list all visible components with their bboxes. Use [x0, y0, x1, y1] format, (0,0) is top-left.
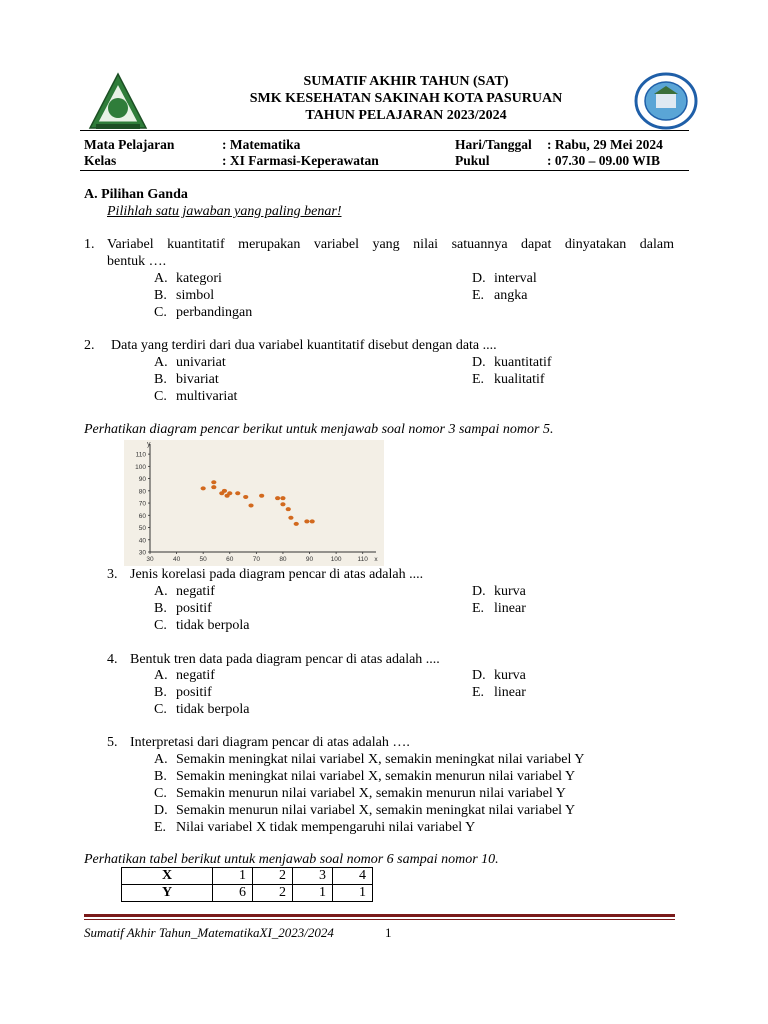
q2-option-a[interactable]: A. univariat — [154, 355, 226, 370]
x-tick-label: x — [374, 556, 378, 563]
section-title: A. Pilihan Ganda — [84, 187, 188, 202]
q1-text-line1: Variabel kuantitatif merupakan variabel yang nilai satuannya dapat dinyatakan dalam — [107, 237, 674, 252]
table-header-x: X — [122, 868, 213, 885]
q1-option-e[interactable]: E. angka — [472, 288, 528, 303]
x-tick-label: 100 — [330, 556, 342, 563]
q4-option-a[interactable]: A. negatif — [154, 668, 215, 683]
q4-option-b[interactable]: B. positif — [154, 685, 212, 700]
table-cell: 3 — [293, 868, 333, 885]
x-tick-label: 50 — [199, 556, 207, 563]
page-number: 1 — [385, 925, 392, 940]
table-header-y: Y — [122, 885, 213, 902]
q5-number: 5. — [107, 735, 118, 750]
q3-option-b[interactable]: B. positif — [154, 601, 212, 616]
x-tick-label: 60 — [226, 556, 234, 563]
scatter-point — [288, 516, 293, 520]
q3-number: 3. — [107, 567, 118, 582]
hari-value: : Rabu, 29 Mei 2024 — [547, 137, 663, 152]
scatter-chart — [124, 440, 384, 566]
q5-option-d[interactable]: D. Semakin menurun nilai variabel X, semakin meningkat nilai variabel Y — [154, 803, 576, 818]
q5-option-b[interactable]: B. Semakin meningkat nilai variabel X, semakin menurun nilai variabel Y — [154, 769, 576, 784]
section-instruction: Pilihlah satu jawaban yang paling benar! — [107, 204, 342, 219]
y-tick-label: 60 — [138, 512, 146, 520]
x-tick-label: 30 — [146, 556, 154, 563]
table-row-x — [122, 868, 373, 885]
header-title-2: SMK KESEHATAN SAKINAH KOTA PASURUAN — [249, 91, 563, 106]
q4-number: 4. — [107, 652, 118, 667]
scatter-point — [280, 496, 285, 500]
kelas-value: : XI Farmasi-Keperawatan — [222, 153, 379, 168]
q3-option-e[interactable]: E. linear — [472, 601, 526, 616]
q5-option-c[interactable]: C. Semakin menurun nilai variabel X, semakin menurun nilai variabel Y — [154, 786, 566, 801]
q3-text: Jenis korelasi pada diagram pencar di atas adalah .... — [130, 567, 424, 582]
x-tick-label: 70 — [252, 556, 260, 563]
scatter-point — [248, 504, 253, 508]
q1-option-b[interactable]: B. simbol — [154, 288, 215, 303]
table-cell: 2 — [253, 868, 293, 885]
q4-option-d[interactable]: D. kurva — [472, 668, 526, 683]
footer-text: Sumatif Akhir Tahun_MatematikaXI_2023/2024 — [84, 925, 334, 940]
school-logo-left — [88, 72, 148, 132]
y-tick-label: 70 — [138, 500, 146, 508]
x-tick-label: 80 — [279, 556, 287, 563]
x-tick-label: 90 — [305, 556, 314, 563]
q4-text: Bentuk tren data pada diagram pencar di atas adalah .... — [130, 652, 440, 667]
table-intro: Perhatikan tabel berikut untuk menjawab soal nomor 6 sampai nomor 10. — [84, 852, 499, 867]
y-tick-label: 40 — [138, 537, 146, 545]
scatter-point — [235, 491, 240, 495]
table-row-y — [122, 885, 373, 902]
kelas-label: Kelas — [84, 153, 117, 168]
scatter-point — [222, 489, 227, 493]
scatter-point — [286, 507, 291, 511]
y-tick-label: 110 — [135, 451, 146, 459]
q2-option-b[interactable]: B. bivariat — [154, 372, 219, 387]
y-tick-label: 50 — [138, 525, 146, 533]
q5-option-e[interactable]: E. Nilai variabel X tidak mempengaruhi nilai variabel Y — [154, 820, 476, 835]
q2-option-c[interactable]: C. multivariat — [154, 389, 238, 404]
x-tick-label: 110 — [357, 556, 368, 563]
scatter-point — [227, 491, 232, 495]
scatter-intro: Perhatikan diagram pencar berikut untuk menjawab soal nomor 3 sampai nomor 5. — [84, 422, 554, 437]
chart-background — [124, 440, 384, 566]
q1-option-a[interactable]: A. kategori — [154, 271, 222, 286]
y-axis-label: y — [147, 441, 151, 448]
q5-option-a[interactable]: A. Semakin meningkat nilai variabel X, semakin meningkat nilai variabel Y — [154, 752, 585, 767]
q5-text: Interpretasi dari diagram pencar di atas adalah …. — [130, 735, 410, 750]
header-rule-top — [80, 130, 689, 131]
scatter-point — [304, 519, 309, 523]
scatter-point — [243, 495, 248, 499]
y-tick-label: 100 — [135, 463, 146, 471]
q1-number: 1. — [84, 237, 95, 252]
scatter-point — [201, 486, 206, 490]
q3-option-d[interactable]: D. kurva — [472, 584, 526, 599]
q1-option-c[interactable]: C. perbandingan — [154, 305, 253, 320]
q2-number: 2. — [84, 338, 95, 353]
school-logo-right — [634, 72, 698, 130]
scatter-point — [211, 485, 216, 489]
q2-option-e[interactable]: E. kualitatif — [472, 372, 545, 387]
scatter-point — [211, 480, 216, 484]
y-tick-label: 90 — [138, 476, 146, 484]
q3-option-a[interactable]: A. negatif — [154, 584, 215, 599]
scatter-point — [280, 502, 285, 506]
y-tick-label: 30 — [138, 549, 146, 557]
q1-option-d[interactable]: D. interval — [472, 271, 537, 286]
scatter-point — [275, 496, 280, 500]
table-cell: 4 — [333, 868, 373, 885]
header-rule-bottom — [80, 170, 689, 171]
footer-rule-thin — [84, 919, 675, 920]
table-cell: 2 — [253, 885, 293, 902]
table-cell: 1 — [213, 868, 253, 885]
table-cell: 1 — [333, 885, 373, 902]
hari-label: Hari/Tanggal — [455, 137, 532, 152]
x-tick-label: 40 — [172, 556, 181, 563]
q4-option-c[interactable]: C. tidak berpola — [154, 702, 250, 717]
header-title-3: TAHUN PELAJARAN 2023/2024 — [305, 108, 507, 123]
pukul-value: : 07.30 – 09.00 WIB — [547, 153, 661, 168]
y-tick-label: 80 — [138, 488, 146, 496]
q1-text-line2: bentuk …. — [107, 254, 167, 269]
pukul-label: Pukul — [455, 153, 490, 168]
footer-rule-thick — [84, 914, 675, 917]
table-cell: 1 — [293, 885, 333, 902]
q2-text: Data yang terdiri dari dua variabel kuantitatif disebut dengan data .... — [111, 338, 497, 353]
mapel-value: : Matematika — [222, 137, 301, 152]
scatter-point — [294, 522, 299, 526]
header-title-1: SUMATIF AKHIR TAHUN (SAT) — [303, 74, 509, 89]
mapel-label: Mata Pelajaran — [84, 137, 175, 152]
table-cell: 6 — [213, 885, 253, 902]
scatter-point — [310, 519, 315, 523]
scatter-point — [259, 494, 264, 498]
xy-table — [121, 867, 373, 902]
q4-option-e[interactable]: E. linear — [472, 685, 526, 700]
q2-option-d[interactable]: D. kuantitatif — [472, 355, 552, 370]
q3-option-c[interactable]: C. tidak berpola — [154, 618, 250, 633]
